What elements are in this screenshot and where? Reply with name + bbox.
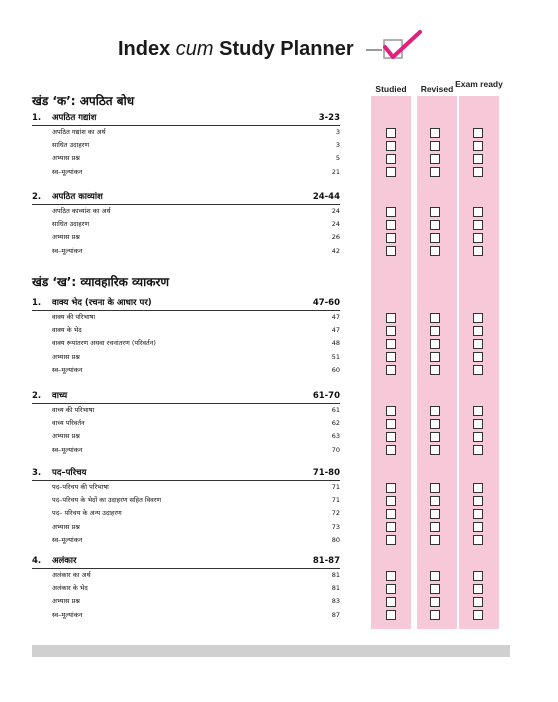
footer-bar xyxy=(32,645,510,657)
revised-checkbox[interactable] xyxy=(430,154,440,164)
studied-checkbox[interactable] xyxy=(386,597,396,607)
topic-row: वाक्य की परिभाषा 47 xyxy=(52,313,340,321)
revised-checkbox[interactable] xyxy=(430,509,440,519)
exam-ready-checkbox[interactable] xyxy=(473,483,483,493)
revised-checkbox[interactable] xyxy=(430,419,440,429)
exam-ready-checkbox[interactable] xyxy=(473,419,483,429)
studied-checkbox[interactable] xyxy=(386,509,396,519)
exam-ready-checkbox[interactable] xyxy=(473,584,483,594)
exam-ready-checkbox[interactable] xyxy=(473,246,483,256)
studied-checkbox[interactable] xyxy=(386,233,396,243)
revised-checkbox[interactable] xyxy=(430,246,440,256)
studied-checkbox[interactable] xyxy=(386,352,396,362)
checkmark-icon xyxy=(364,30,424,64)
exam-ready-checkbox[interactable] xyxy=(473,339,483,349)
revised-checkbox[interactable] xyxy=(430,483,440,493)
studied-checkbox[interactable] xyxy=(386,483,396,493)
topic-row: स्व–मूल्यांकन 60 xyxy=(52,365,340,374)
studied-checkbox[interactable] xyxy=(386,571,396,581)
exam-ready-checkbox[interactable] xyxy=(473,571,483,581)
chapter-heading: 2. अपठित काव्यांश 24-44 xyxy=(32,190,340,205)
exam-ready-checkbox[interactable] xyxy=(473,352,483,362)
studied-checkbox[interactable] xyxy=(386,522,396,532)
topic-row: अभ्यास प्रश्न 26 xyxy=(52,233,340,242)
studied-checkbox[interactable] xyxy=(386,154,396,164)
topic-row: स्व–मूल्यांकन 21 xyxy=(52,167,340,176)
studied-checkbox[interactable] xyxy=(386,406,396,416)
topic-row: अलंकार के भेद 81 xyxy=(52,584,340,593)
exam-ready-checkbox[interactable] xyxy=(473,445,483,455)
revised-checkbox[interactable] xyxy=(430,220,440,230)
topic-row: अभ्यास प्रश्न 51 xyxy=(52,352,340,361)
studied-checkbox[interactable] xyxy=(386,584,396,594)
revised-checkbox[interactable] xyxy=(430,496,440,506)
exam-ready-checkbox[interactable] xyxy=(473,432,483,442)
studied-checkbox[interactable] xyxy=(386,207,396,217)
topic-row: वाच्य परिवर्तन 62 xyxy=(52,419,340,428)
topic-row: वाच्य की परिभाषा 61 xyxy=(52,406,340,414)
revised-checkbox[interactable] xyxy=(430,571,440,581)
chapter-heading: 2. वाच्य 61-70 xyxy=(32,389,340,404)
exam-ready-checkbox[interactable] xyxy=(473,313,483,323)
studied-checkbox[interactable] xyxy=(386,246,396,256)
topic-row: स्व–मूल्यांकन 70 xyxy=(52,445,340,454)
exam-ready-checkbox[interactable] xyxy=(473,326,483,336)
chapter-heading: 3. पद–परिचय 71-80 xyxy=(32,466,340,481)
revised-checkbox[interactable] xyxy=(430,207,440,217)
section-heading-khand-a: खंड ‘क’: अपठित बोध xyxy=(32,94,135,108)
topic-row: अपठित काव्यांश का अर्थ 24 xyxy=(52,207,340,215)
exam-ready-checkbox[interactable] xyxy=(473,610,483,620)
exam-ready-checkbox[interactable] xyxy=(473,496,483,506)
chapter-heading: 1. वाक्य भेद (रचना के आधार पर) 47-60 xyxy=(32,296,340,311)
column-header-exam-ready: Exam ready xyxy=(455,79,503,89)
topic-row: स्व–मूल्यांकन 42 xyxy=(52,246,340,255)
exam-ready-checkbox[interactable] xyxy=(473,128,483,138)
studied-checkbox[interactable] xyxy=(386,313,396,323)
topic-row: अभ्यास प्रश्न 83 xyxy=(52,597,340,606)
studied-checkbox[interactable] xyxy=(386,496,396,506)
exam-ready-checkbox[interactable] xyxy=(473,141,483,151)
revised-checkbox[interactable] xyxy=(430,406,440,416)
topic-row: अभ्यास प्रश्न 63 xyxy=(52,432,340,441)
studied-checkbox[interactable] xyxy=(386,141,396,151)
topic-row: अभ्यास प्रश्न 73 xyxy=(52,522,340,531)
revised-checkbox[interactable] xyxy=(430,432,440,442)
exam-ready-checkbox[interactable] xyxy=(473,522,483,532)
column-header-studied: Studied xyxy=(375,84,407,94)
chapter-heading: 1. अपठित गद्यांश 3-23 xyxy=(32,111,340,126)
studied-checkbox[interactable] xyxy=(386,220,396,230)
exam-ready-checkbox[interactable] xyxy=(473,406,483,416)
revised-checkbox[interactable] xyxy=(430,339,440,349)
exam-ready-checkbox[interactable] xyxy=(473,207,483,217)
revised-checkbox[interactable] xyxy=(430,365,440,375)
exam-ready-checkbox[interactable] xyxy=(473,597,483,607)
studied-checkbox[interactable] xyxy=(386,445,396,455)
revised-checkbox[interactable] xyxy=(430,233,440,243)
revised-checkbox[interactable] xyxy=(430,445,440,455)
topic-row: पद–परिचय की परिभाषा 71 xyxy=(52,483,340,491)
studied-checkbox[interactable] xyxy=(386,535,396,545)
chapter-heading: 4. अलंकार 81-87 xyxy=(32,554,340,569)
topic-row: अपठित गद्यांश का अर्थ 3 xyxy=(52,128,340,136)
studied-checkbox[interactable] xyxy=(386,339,396,349)
revised-checkbox[interactable] xyxy=(430,141,440,151)
topic-row: अलंकार का अर्थ 81 xyxy=(52,571,340,579)
page-title: Index cum Study Planner xyxy=(118,38,354,60)
studied-checkbox[interactable] xyxy=(386,167,396,177)
exam-ready-checkbox[interactable] xyxy=(473,167,483,177)
exam-ready-checkbox[interactable] xyxy=(473,509,483,519)
revised-checkbox[interactable] xyxy=(430,128,440,138)
topic-row: वाक्य के भेद 47 xyxy=(52,326,340,335)
topic-row: साधित उदाहरण 3 xyxy=(52,141,340,150)
studied-checkbox[interactable] xyxy=(386,610,396,620)
topic-row: पद– परिचय के अन्य उदाहरण 72 xyxy=(52,509,340,518)
column-header-revised: Revised xyxy=(420,84,454,94)
revised-checkbox[interactable] xyxy=(430,352,440,362)
revised-checkbox[interactable] xyxy=(430,522,440,532)
revised-checkbox[interactable] xyxy=(430,535,440,545)
exam-ready-checkbox[interactable] xyxy=(473,365,483,375)
revised-checkbox[interactable] xyxy=(430,167,440,177)
exam-ready-checkbox[interactable] xyxy=(473,535,483,545)
revised-checkbox[interactable] xyxy=(430,326,440,336)
exam-ready-checkbox[interactable] xyxy=(473,154,483,164)
studied-checkbox[interactable] xyxy=(386,128,396,138)
exam-ready-checkbox[interactable] xyxy=(473,220,483,230)
topic-row: अभ्यास प्रश्न 5 xyxy=(52,154,340,163)
studied-checkbox[interactable] xyxy=(386,432,396,442)
studied-checkbox[interactable] xyxy=(386,419,396,429)
topic-row: स्व–मूल्यांकन 87 xyxy=(52,610,340,619)
topic-row: साधित उदाहरण 24 xyxy=(52,220,340,229)
topic-row: वाक्य रूपांतरण अथवा रचनांतरण (परिवर्तन) 48 xyxy=(52,339,340,348)
revised-checkbox[interactable] xyxy=(430,584,440,594)
revised-checkbox[interactable] xyxy=(430,597,440,607)
studied-checkbox[interactable] xyxy=(386,365,396,375)
studied-checkbox[interactable] xyxy=(386,326,396,336)
exam-ready-checkbox[interactable] xyxy=(473,233,483,243)
revised-checkbox[interactable] xyxy=(430,610,440,620)
section-heading-khand-b: खंड ‘ख’: व्यावहारिक व्याकरण xyxy=(32,275,170,289)
topic-row: स्व–मूल्यांकन 80 xyxy=(52,535,340,544)
revised-checkbox[interactable] xyxy=(430,313,440,323)
topic-row: पद–परिचय के भेदों का उदाहरण सहित विवरण 71 xyxy=(52,496,340,505)
